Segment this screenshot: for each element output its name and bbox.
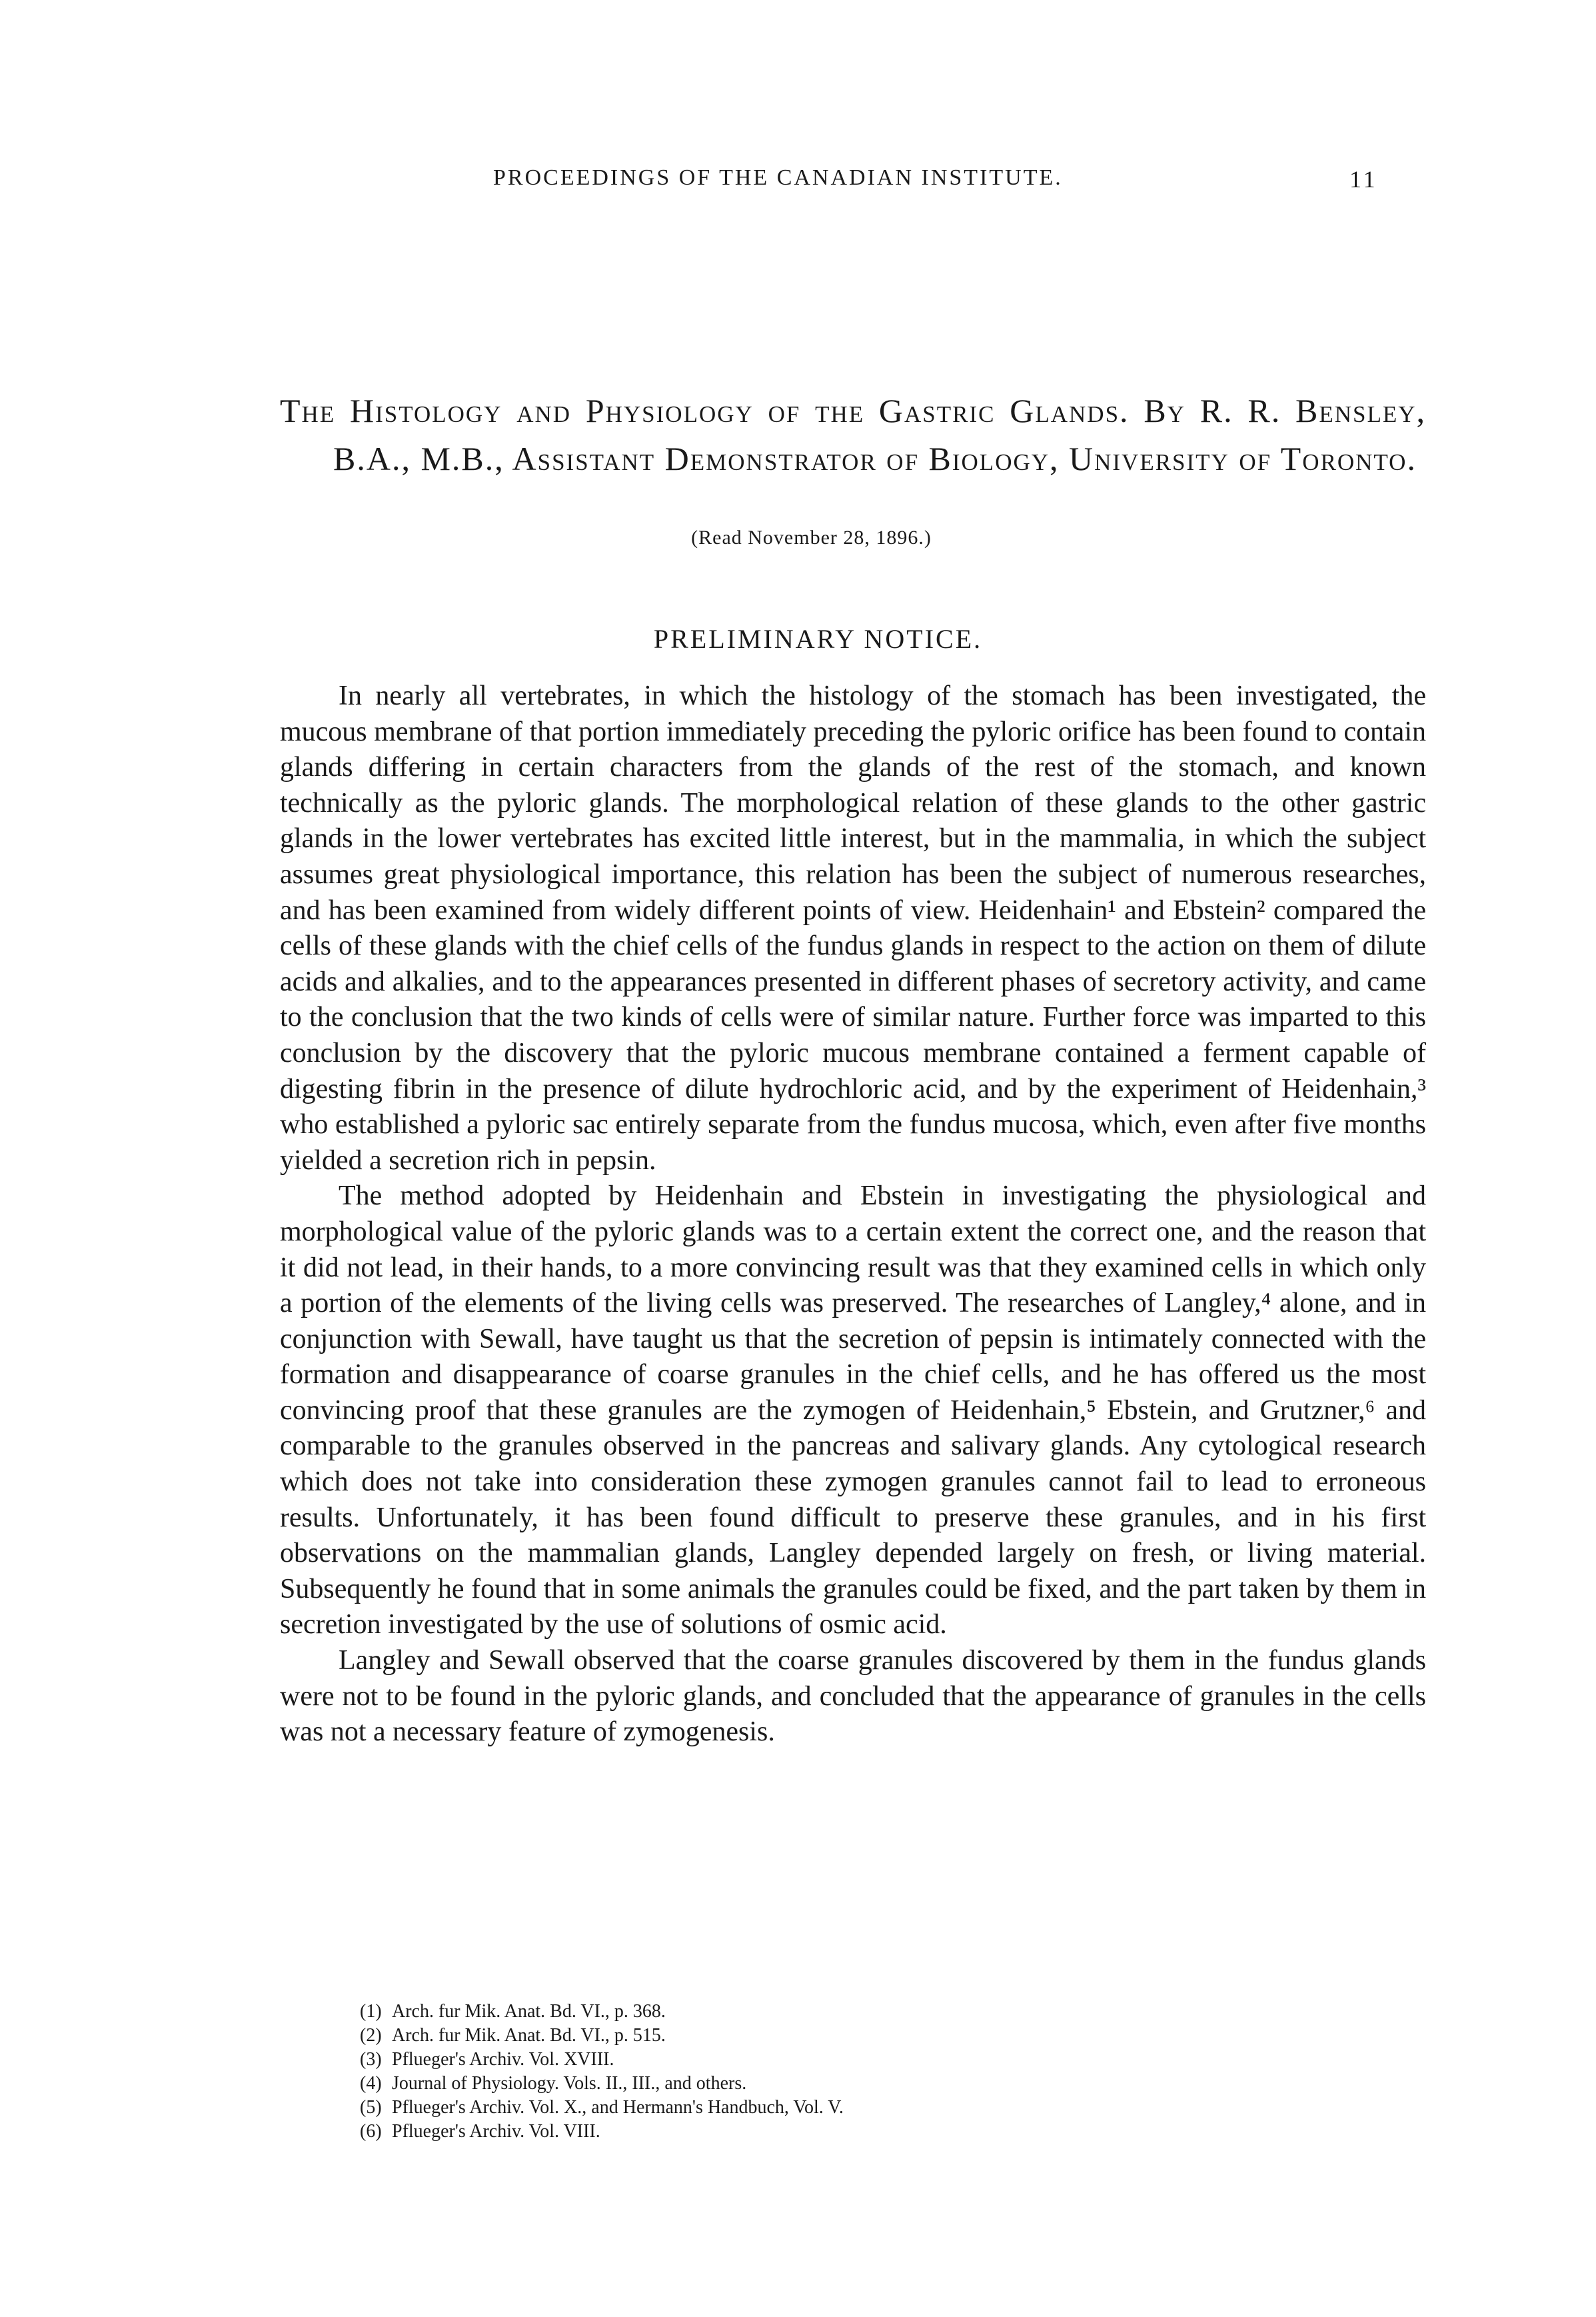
running-title: PROCEEDINGS OF THE CANADIAN INSTITUTE.	[493, 165, 1063, 190]
footnote-number: (6)	[360, 2121, 382, 2142]
footnote	[360, 2072, 1359, 2096]
footnote-text: Pflueger's Archiv. Vol. XVIII.	[392, 2049, 614, 2070]
footnote-number: (4)	[360, 2073, 382, 2094]
read-date: (Read November 28, 1896.)	[691, 527, 932, 549]
footnote	[360, 2048, 1359, 2072]
article-body	[280, 679, 1426, 1750]
footnotes	[360, 2000, 1359, 2144]
footnote-text: Arch. fur Mik. Anat. Bd. VI., p. 515.	[392, 2025, 666, 2046]
section-heading: PRELIMINARY NOTICE.	[653, 624, 983, 654]
article-title: The Histology and Physiology of the Gastric Glands. By R. R. Bensley, B.A., M.B., Assistant Demonstrator of Biology, University of Toronto.	[280, 392, 1426, 477]
footnote-text: Pflueger's Archiv. Vol. VIII.	[392, 2121, 600, 2142]
paragraph: The method adopted by Heidenhain and Ebstein in investigating the physiological and morphological value of the pyloric glands was to a certain extent the correct one, and the reason that it did not lead, in their hands, to a more convincing result was that they examined cells in which only a portion of the elements of the living cells was preserved. The researches of Langley,⁴ alone, and in conjunction with Sewall, have taught us that the secretion of pepsin is intimately connected with the formation and disappearance of coarse granules in the chief cells, and he has offered us the most convincing proof that these granules are the zymogen of Heidenhain,⁵ Ebstein, and Grutzner,⁶ and comparable to the granules observed in the pancreas and salivary glands. Any cytological research which does not take into consideration these zymogen granules cannot fail to lead to erroneous results. Unfortunately, it has been found difficult to preserve these granules, and in his first observations on the mammalian glands, Langley depended largely on fresh, or living material. Subsequently he found that in some animals the granules could be fixed, and the part taken by them in secretion investigated by the use of solutions of osmic acid.	[280, 1180, 1426, 1640]
footnote-text: Journal of Physiology. Vols. II., III., and others.	[392, 2073, 747, 2094]
footnote-number: (5)	[360, 2097, 382, 2118]
footnote-number: (2)	[360, 2025, 382, 2046]
footnote-number: (1)	[360, 2001, 382, 2022]
footnote-text: Pflueger's Archiv. Vol. X., and Hermann's Handbuch, Vol. V.	[392, 2097, 844, 2118]
footnote	[360, 2000, 1359, 2024]
running-header	[0, 165, 1596, 205]
paragraph: Langley and Sewall observed that the coarse granules discovered by them in the fundus glands were not to be found in the pyloric glands, and concluded that the appearance of granules in the cells was not a necessary feature of zymogenesis.	[280, 1645, 1426, 1748]
footnote	[360, 2024, 1359, 2048]
footnote	[360, 2120, 1359, 2144]
paragraph: In nearly all vertebrates, in which the histology of the stomach has been investigated, the mucous membrane of that portion immediately preceding the pyloric orifice has been found to contain glands differing in certain characters from the glands of the rest of the stomach, and known technically as the pyloric glands. The morphological relation of these glands to the other gastric glands in the lower vertebrates has excited little interest, but in the mammalia, in which the subject assumes great physiological importance, this relation has been the subject of numerous researches, and has been examined from widely different points of view. Heidenhain¹ and Ebstein² compared the cells of these glands with the chief cells of the fundus glands in respect to the action on them of dilute acids and alkalies, and to the appearances presented in different phases of secretory activity, and came to the conclusion that the two kinds of cells were of similar nature. Further force was imparted to this conclusion by the discovery that the pyloric mucous membrane contained a ferment capable of digesting fibrin in the presence of dilute hydrochloric acid, and by the experiment of Heidenhain,³ who established a pyloric sac entirely separate from the fundus mucosa, which, even after five months yielded a secretion rich in pepsin.	[280, 681, 1426, 1176]
footnote-text: Arch. fur Mik. Anat. Bd. VI., p. 368.	[392, 2001, 666, 2022]
footnote-number: (3)	[360, 2049, 382, 2070]
page-number: 11	[1349, 166, 1378, 193]
footnote	[360, 2096, 1359, 2120]
